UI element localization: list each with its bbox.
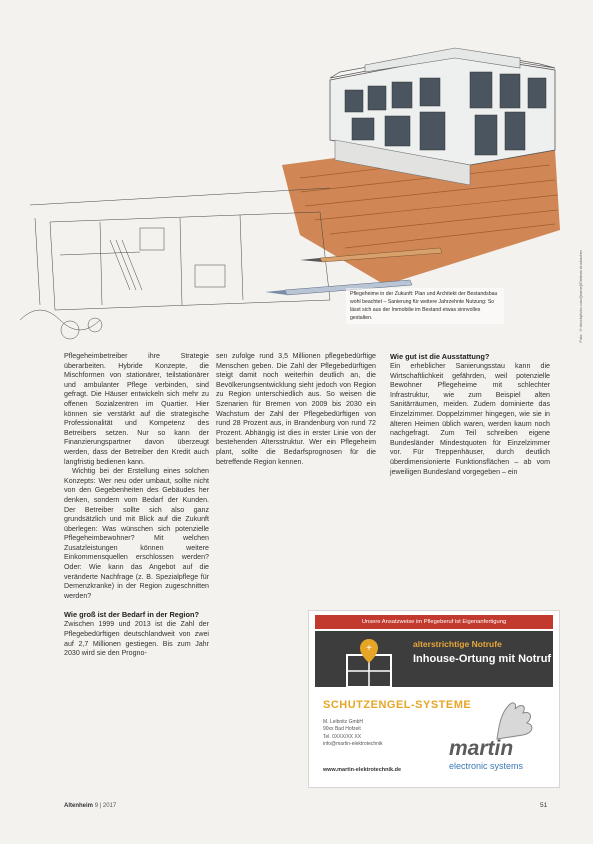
article-column-1 — [64, 352, 209, 659]
paragraph: Pflegeheimbetreiber ihre Strategie überarbeiten. Hybride Konzepte, die Mischformen von stationärer, teilstationärer und ambulanter Pflege verbinden, sind gefragt. Die Häuser entwickeln sich mehr zu offenen Sozialzentren im Quartier. Hier können sie verstärkt auf die strategische Professionalität und Kompetenz des Betreibers setzen. Nur so kann der Finanzierungspartner davon überzeugt werden, dass der Betreiber den Kredit auch langfristig bedienen kann. — [64, 352, 209, 466]
svg-text:+: + — [366, 643, 372, 654]
ad-banner: Unsere Ansatzweise im Pflegeberuf ist Eigenanfertigung — [315, 615, 553, 629]
article-column-2 — [216, 352, 376, 467]
photo-credit: Foto: ©istockphoto.com/[name]/Dietmar Ansbacher — [578, 250, 583, 343]
ad-logo-word: martin — [449, 737, 514, 760]
page-number: 51 — [540, 802, 548, 809]
ad-title: Inhouse-Ortung mit Notruf — [413, 653, 552, 665]
section-heading: Wie gut ist die Ausstattung? — [390, 352, 490, 361]
hand-icon — [487, 695, 551, 743]
advertisement[interactable] — [308, 610, 560, 788]
ad-subtitle: alterstrichtige Notrufe — [413, 639, 502, 649]
architecture-illustration — [0, 0, 593, 350]
section-heading: Wie groß ist der Bedarf in der Region? — [64, 610, 200, 620]
paragraph: Wichtig bei der Erstellung eines solchen Konzepts: Wer neu oder umbaut, sollte nicht von den Gegebenheiten des Gebäudes her denken, sondern vom Bedarf der Kunden. Der Betreiber sollte sich also ganz grundsätzlich und mit Blick auf die Zukunft überlegen: Was wünschen sich potenzielle Pflegeheimbewohner? Mit welchen Zusatzleistungen können weitere Einkommensquellen erschlossen werden? Oder: Wie kann das Angebot auf die veränderte Nachfrage (z. B. Spezialpflege für Demenzkranke) in der Region zugeschnitten werden? — [64, 467, 209, 600]
ad-brand: SCHUTZENGEL-SYSTEME — [323, 699, 472, 711]
paragraph: sen zufolge rund 3,5 Millionen pflegebedürftige Menschen geben. Die Zahl der Pflegebedürftigen steigt damit noch weiterhin deutlich an, die Bevölkerungsentwicklung sieht jedoch von Region zu Region unterschiedlich aus. So weisen die Szenarien für Bremen von 2009 bis 2030 ein Wachstum der Zahl der Pflegebedürftigen von rund 28 Prozent aus, in Brandenburg von rund 72 Prozent. Abhängig ist dies in erster Linie von der bestehenden Altersstruktur. Wer ein Pflegeheim plant, sollte die Bedarfsprognosen für die betreffende Region kennen. — [216, 352, 376, 466]
ad-url-link[interactable]: www.martin-elektrotechnik.de — [323, 767, 402, 773]
paragraph: Ein erheblicher Sanierungsstau kann die Wirtschaftlichkeit gefährden, weil potenzielle Bewohner Pflegeheime mit schlechter Infrastruktur, wie zum Beispiel alten Sanitärräumen, meiden. Zudem dominierte das Einzelzimmer. Doppelzimmer hingegen, wie sie in älteren Heimen üblich waren, werden kaum noch nachgefragt. Zum Teil schreiben eigene Bundesländer Mindestquoten für Einzelzimmer vor. Für Treppenhäuser, durch deutlich überdimensionierte Funktionsflächen – ab vom jeweiligen Bundesland vorgegeben – ein — [390, 362, 550, 476]
ad-address: M. Leibnitz GmbH 90xx Bad Hofzeit Tel. 0XXX/XX XX info@martin-elektrotechnik — [323, 719, 383, 748]
location-pin-icon — [339, 637, 409, 693]
paragraph: Zwischen 1999 und 2013 ist die Zahl der Pflegebedürftigen deutschlandweit von zwei auf 2,7 Millionen gestiegen. Bis zum Jahr 2030 wird sie den Progno- — [64, 620, 209, 658]
ad-logo-sub: electronic systems — [449, 761, 524, 771]
footer-magazine: Altenheim 9 | 2017 — [64, 803, 117, 809]
illustration-caption: Pflegeheime in der Zukunft: Plan und Architekt der Bestandsbau wohl beachtet – Sanierung für weitere Jahrzehnte Nutzung: So lässt sich aus der Immobilie im Bestand etwas sinnvolles gestalten. — [346, 288, 504, 324]
article-column-3 — [390, 352, 550, 477]
